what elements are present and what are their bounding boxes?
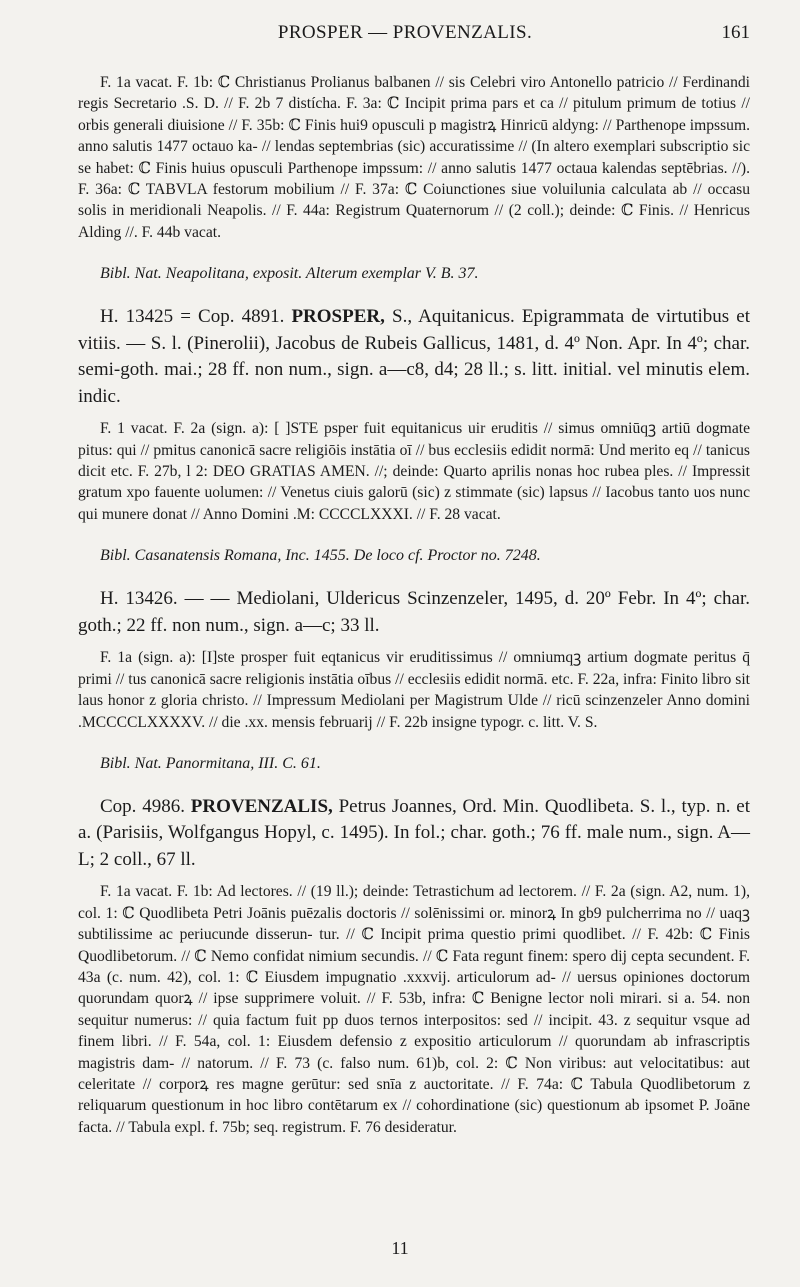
signature-mark: 11 <box>391 1238 409 1258</box>
running-head <box>60 18 750 48</box>
entry-id: Cop. 4986. <box>100 795 185 817</box>
collation-note: F. 1a (sign. a): [I]ste prosper fuit eqtanicus vir eruditissimus // omniumqꝫ artium dogmate peritus q̄ primi // tus canonicā sacre religionis instātia oībus // ecclesiis edidit normā. etc. F. 22a, infra: Finito libro sit laus honor z gloria christo. // Impressum Mediolani per Magistrum Ulde // ricū scinzenzeler Anno domini .MCCCCLXXXXV. // die .xx. mensis februarij // F. 22b insigne typogr. c. litt. V. S. <box>78 649 750 731</box>
entry-author: PROVENZALIS, <box>190 795 333 817</box>
library-reference: Bibl. Nat. Panormitana, III. C. 61. <box>100 754 321 772</box>
library-reference: Bibl. Casanatensis Romana, Inc. 1455. De loco cf. Proctor no. 7248. <box>100 547 541 565</box>
entry-description: S., Aquitanicus. Epigrammata de virtutibus et vitiis. — S. l. (Pinerolii), Jacobus de Rubeis Gallicus, 1481, d. 4º Non. Apr. In 4º; char. semi-goth. mai.; 28 ff. non num., sign. a—c8, d4; 28 ll.; s. litt. initial. vel minutis elem. indic. <box>78 306 751 407</box>
entry-description: Petrus Joannes, Ord. Min. Quodlibeta. S. l., typ. n. et a. (Parisiis, Wolfgangus Hopyl, c. 1495). In fol.; char. goth.; 76 ff. male num., sign. A—L; 2 coll., 67 ll. <box>78 795 751 870</box>
entry-id: H. 13425 = Cop. 4891. <box>100 306 285 328</box>
collation-note: F. 1a vacat. F. 1b: Ad lectores. // (19 ll.); deinde: Tetrastichum ad lectorem. // F. 2a (sign. A2, num. 1), col. 1: ℂ Quodlibeta Petri Joānis puēzalis doctoris // solēnissimi or. minorꝝ In gb9 pulcherrima no // uaqꝫ subtilissime ac periucunde disserun- tur. // ℂ Incipit prima questio primi quodlibet. // F. 42b: ℂ Finis Quodlibetorum. // ℂ Nemo confidat nimium secundis. // ℂ Fata regunt finem: spero dij cepta secundent. F. 43a (c. num. 42), col. 1: ℂ Eiusdem impugnatio .xxxvij. articulorum ad- // uersus opiniones doctorum quorundam quorꝝ // ipse supprimere voluit. // F. 53b, infra: ℂ Benigne lector noli mirari. si a. 54. non sequitur numerus: // quia factum fuit pp duos ternos interpositos: sed // incipit. 43. z sequitur vsque ad finem libri. // F. 54a, col. 1: Eiusdem defensio z expositio articulorum // quorundam ab infrascriptis magistris dam- // natorum. // F. 73 (c. falso num. 61)b, col. 2: ℂ Non viribus: aut velocitatibus: aut celeritate // corporꝝ res magne gerūtur: sed snīa z auctoritate. // F. 74a: ℂ Tabula Quodlibetorum z reliquarum questionum in hoc libro contētarum ex // cohordinatione (sic) questionum ab ipsomet P. Joāne facta. // Tabula expl. f. 75b; seq. registrum. F. 76 desideratur. <box>78 883 750 1136</box>
catalog-entry <box>78 304 750 410</box>
entry-author: PROSPER, <box>291 306 385 328</box>
collation-note: F. 1 vacat. F. 2a (sign. a): [ ]STE psper fuit equitanicus uir eruditis // simus omniūqꝫ artiū dogmate pitus: qui // pmitus canonicā sacre religiōis instātia oī // bus ecclesiis edidit normā: Und merito eq // tanicus dicit etc. F. 27b, l 2: DEO GRATIAS AMEN. //; deinde: Quarto aprilis nonas hoc rubea ples. // Impressit gratum xpo fauente uolumen: // Venetus ciuis galorū (sic) z stimmate (sic) lapsus // Iacobus tanto uos nunc qui munere donat // Anno Domini .M: CCCCLXXXI. // F. 28 vacat. <box>78 420 750 523</box>
catalog-entry <box>78 586 750 639</box>
collation-note: F. 1a vacat. F. 1b: ℂ Christianus Prolianus balbanen // sis Celebri viro Antonello patricio // Ferdinandi regis Secretario .S. D. // F. 2b 7 distícha. F. 3a: ℂ Incipit prima pars et ca // pitulum primum de totius // orbis generali diuisione // F. 35b: ℂ Finis hui9 opusculi p magistrꝝ Hinricū aldyng: // Parthenope impssum. anno salutis 1477 octauo ka- // lendas septembrias (sic) accuratissime // (In altero exemplari subscriptio sic se habet: ℂ Finis huius opusculi Parthenope impssum: // anno salutis 1477 octaua kalendas septēbrias. //). F. 36a: ℂ TABVLA festorum mobilium // F. 37a: ℂ Coiunctiones siue voluilunia calculata ab // occasu solis in meridionali Neapolis. // F. 44a: Registrum Quaternorum // (2 coll.); deinde: ℂ Finis. // Henricus Alding //. F. 44b vacat. <box>78 74 750 241</box>
running-title: PROSPER — PROVENZALIS. <box>277 22 533 43</box>
entry-id: H. 13426. <box>100 588 178 610</box>
catalog-entry <box>78 794 750 874</box>
library-reference: Bibl. Nat. Neapolitana, exposit. Alterum exemplar V. B. 37. <box>100 265 479 283</box>
page-number: 161 <box>721 22 750 43</box>
entry-description: — — Mediolani, Uldericus Scinzenzeler, 1495, d. 20º Febr. In 4º; char. goth.; 22 ff. non num., sign. a—c; 33 ll. <box>78 588 750 636</box>
body-text <box>78 72 750 1138</box>
